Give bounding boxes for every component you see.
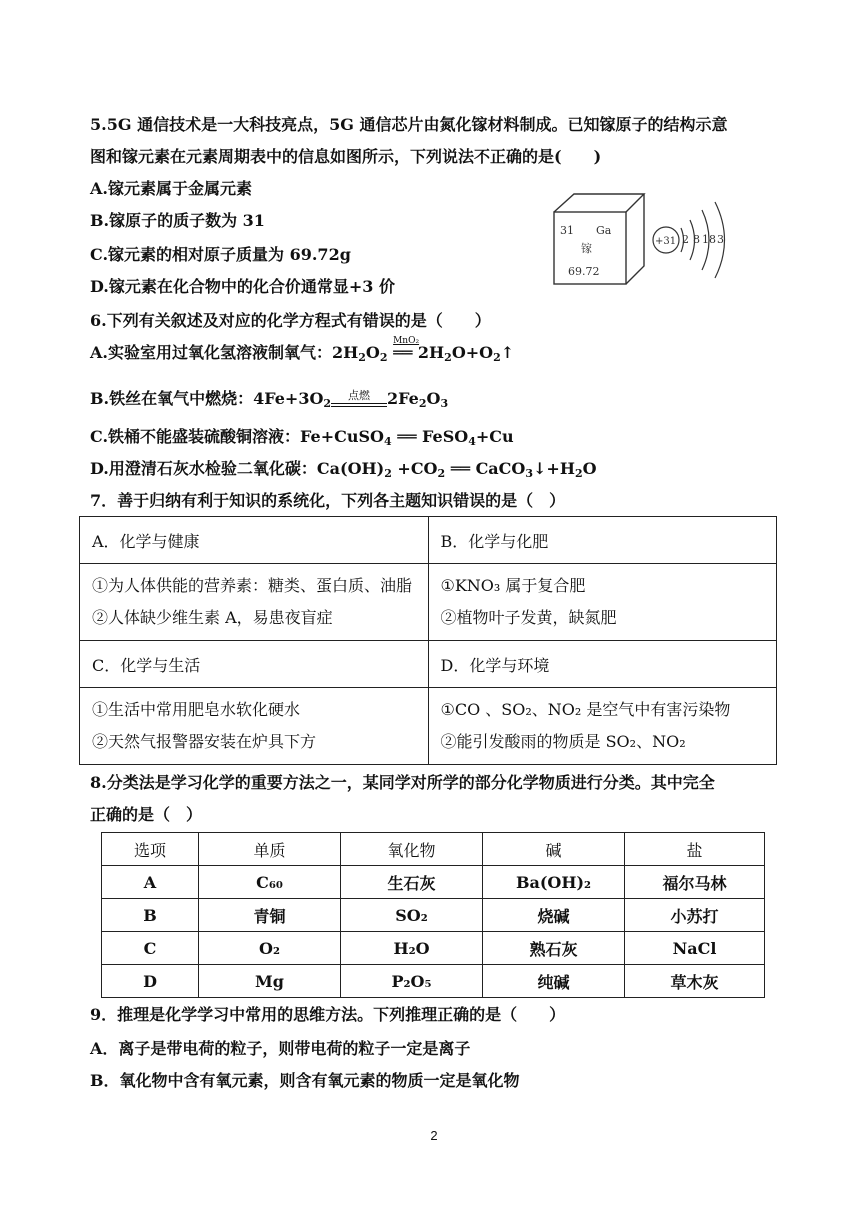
header-cell: 选项 (102, 833, 199, 866)
q6-option-c-text: C.铁桶不能盛装硫酸铜溶液：Fe+CuSO (90, 427, 384, 446)
table-row (102, 965, 765, 998)
q5-option-b: B.镓原子的质子数为 31 (90, 211, 265, 230)
q6-option-c: C.铁桶不能盛装硫酸铜溶液：Fe+CuSO$_4$ ══ FeSO$_4$+Cu (90, 427, 514, 448)
table-cell: 福尔马林 (625, 866, 765, 899)
atomic-number: 31 (560, 224, 574, 237)
q6-option-b: B.铁丝在氧气中燃烧：$4Fe+3O_2$ 点燃 $2Fe_2O_3$ (90, 388, 448, 415)
topic-d-item-2: ②能引发酸雨的物质是 SO₂、NO₂ (440, 732, 686, 751)
table-cell: H₂O (341, 932, 483, 965)
topic-c-content (80, 688, 429, 765)
table-cell: Ba(OH)₂ (483, 866, 625, 899)
table-row (102, 932, 765, 965)
q6-option-d-text: D.用澄清石灰水检验二氧化碳： (90, 459, 317, 478)
table-cell: B (102, 899, 199, 932)
q5-option-c: C.镓元素的相对原子质量为 69.72g (90, 245, 351, 264)
table-cell: P₂O₅ (341, 965, 483, 998)
header-cell: 盐 (625, 833, 765, 866)
catalyst-label: MnO₂ (393, 336, 420, 346)
table-cell: NaCl (625, 932, 765, 965)
header-cell: 单质 (199, 833, 341, 866)
shell-3-count: 18 (702, 233, 716, 246)
topic-c-item-2: ②天然气报警器安装在炉具下方 (92, 732, 317, 751)
element-symbol: Ga (596, 224, 612, 237)
table-cell: C₆₀ (199, 866, 341, 899)
q6-option-b-text: B.铁丝在氧气中燃烧： (90, 389, 254, 408)
table-cell: A (102, 866, 199, 899)
topic-b-item-2: ②植物叶子发黄，缺氮肥 (440, 608, 617, 627)
topic-c-item-1: ①生活中常用肥皂水软化硬水 (92, 700, 301, 719)
atomic-mass: 69.72 (568, 265, 600, 278)
q6-option-a-text: A.实验室用过氧化氢溶液制氧气： (90, 343, 332, 362)
table-cell: 烧碱 (483, 899, 625, 932)
topic-b-item-1: ①KNO₃ 属于复合肥 (440, 576, 586, 595)
topic-b-content (428, 564, 777, 641)
table-header-row (102, 833, 765, 866)
q9-option-a: A．离子是带电荷的粒子，则带电荷的粒子一定是离子 (90, 1039, 471, 1058)
nucleus-charge: +31 (655, 236, 677, 247)
q6-stem: 6.下列有关叙述及对应的化学方程式有错误的是（ ） (90, 311, 491, 330)
table-cell: 草木灰 (625, 965, 765, 998)
element-name: 镓 (581, 242, 592, 255)
q5-stem-line2: 图和镓元素在元素周期表中的信息如图所示，下列说法不正确的是( ) (90, 147, 602, 166)
topic-c-heading: C．化学与生活 (80, 641, 429, 688)
topic-a-item-2: ②人体缺少维生素 A，易患夜盲症 (92, 608, 333, 627)
gallium-figure (550, 190, 745, 290)
table-cell: SO₂ (341, 899, 483, 932)
table-cell: 纯碱 (483, 965, 625, 998)
q5-option-a: A.镓元素属于金属元素 (90, 179, 252, 198)
topic-d-heading: D．化学与环境 (428, 641, 777, 688)
topic-d-content (428, 688, 777, 765)
table-cell: 熟石灰 (483, 932, 625, 965)
topic-a-content (80, 564, 429, 641)
header-cell: 氧化物 (341, 833, 483, 866)
q5-stem-line1: 5.5G 通信技术是一大科技亮点，5G 通信芯片由氮化镓材料制成。已知镓原子的结构示意 (90, 115, 728, 134)
q6-option-d: D.用澄清石灰水检验二氧化碳：$Ca(OH)_2 +CO_2$ ══ $CaCO_3↓+H_2O$ (90, 459, 597, 480)
header-cell: 碱 (483, 833, 625, 866)
table-row (102, 899, 765, 932)
table-cell: Mg (199, 965, 341, 998)
q5-option-d: D.镓元素在化合物中的化合价通常显+3 价 (90, 277, 395, 296)
shell-4-count: 3 (717, 233, 724, 246)
table-row (102, 866, 765, 899)
q9-stem: 9．推理是化学学习中常用的思维方法。下列推理正确的是（ ） (90, 1005, 566, 1024)
topic-a-heading: A．化学与健康 (80, 517, 429, 564)
topic-b-heading: B．化学与化肥 (428, 517, 777, 564)
table-cell: 小苏打 (625, 899, 765, 932)
ignite-label: 点燃 (348, 389, 371, 402)
shell-1-count: 2 (682, 233, 689, 246)
q9-option-b: B．氧化物中含有氧元素，则含有氧元素的物质一定是氧化物 (90, 1071, 520, 1090)
table-cell: O₂ (199, 932, 341, 965)
table-cell: 青铜 (199, 899, 341, 932)
q7-stem: 7．善于归纳有利于知识的系统化，下列各主题知识错误的是（ ） (90, 491, 566, 510)
q6-option-a: A.实验室用过氧化氢溶液制氧气：$2H_2O_2$ MnO₂ ══ $2H_2O+O_2↑$ (90, 342, 514, 369)
q7-topic-table (79, 516, 777, 765)
table-cell: D (102, 965, 199, 998)
table-cell: 生石灰 (341, 866, 483, 899)
page-number: 2 (430, 1128, 438, 1143)
q8-stem-line2: 正确的是（ ） (90, 805, 203, 824)
catalyst-arrow: MnO₂ ══ (393, 342, 412, 364)
topic-a-item-1: ①为人体供能的营养素：糖类、蛋白质、油脂 (92, 576, 413, 595)
q8-stem-line1: 8.分类法是学习化学的重要方法之一，某同学对所学的部分化学物质进行分类。其中完全 (90, 773, 715, 792)
q8-classification-table (101, 832, 765, 998)
table-cell: C (102, 932, 199, 965)
shell-2-count: 8 (693, 233, 700, 246)
ignite-equals (331, 389, 387, 415)
topic-d-item-1: ①CO 、SO₂、NO₂ 是空气中有害污染物 (440, 700, 731, 719)
